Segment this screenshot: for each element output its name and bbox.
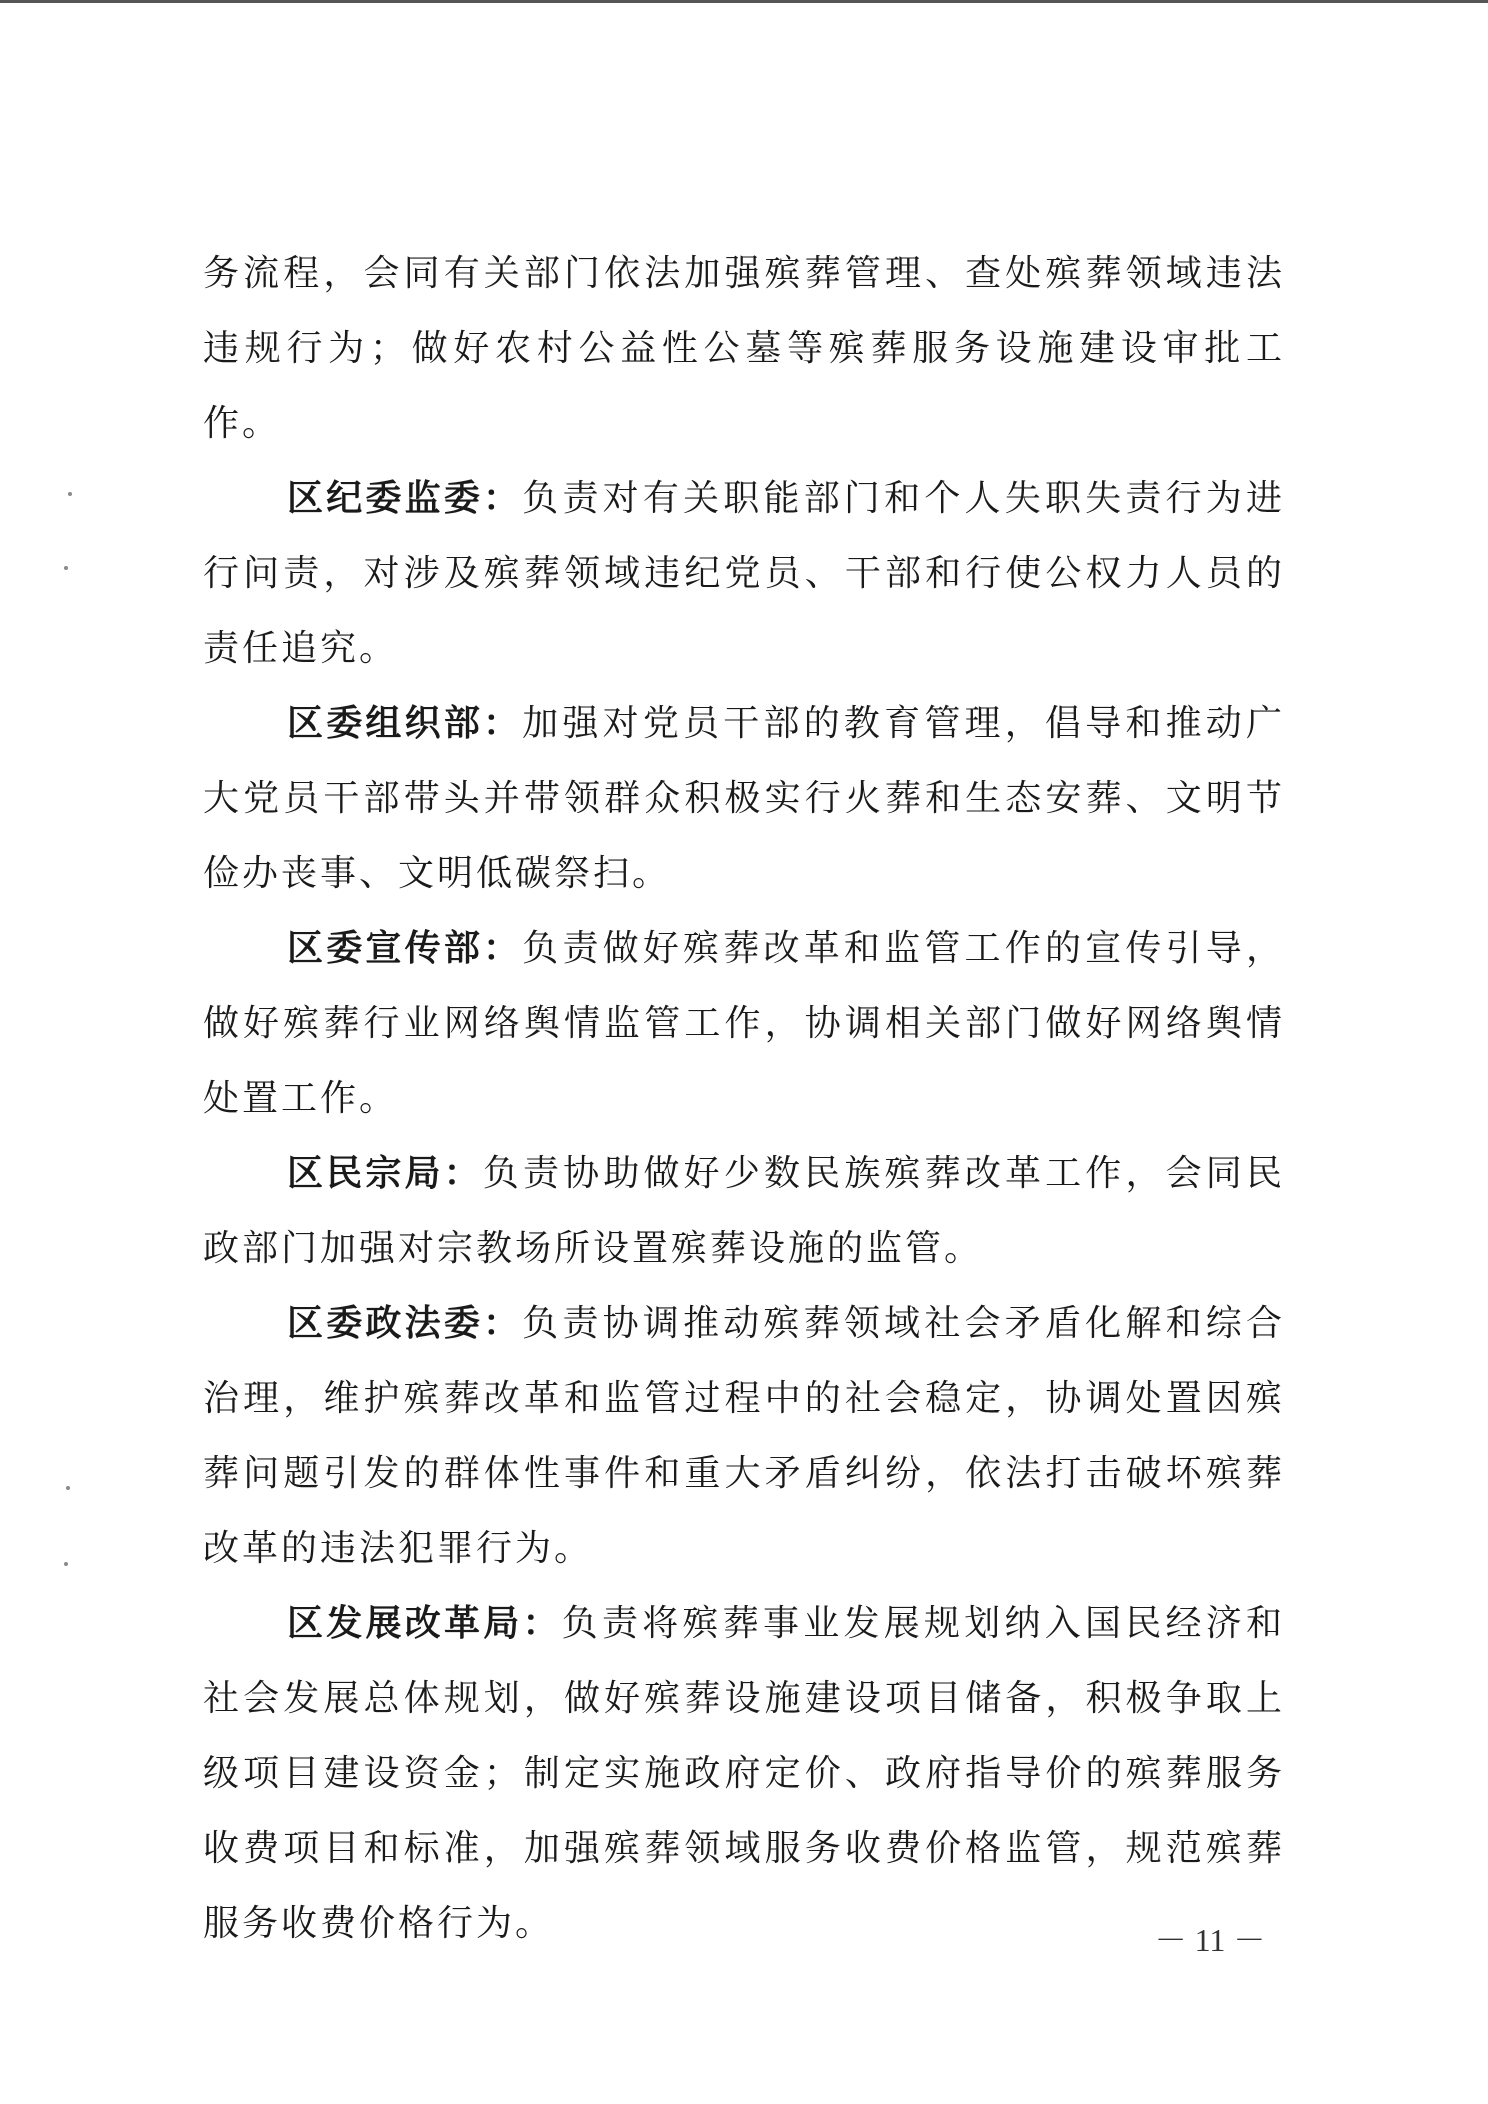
paragraph-publicity-department bbox=[203, 911, 1285, 1136]
paragraph-lead-heading: 区发展改革局： bbox=[287, 1603, 562, 1644]
paragraph-text: 务流程，会同有关部门依法加强殡葬管理、查处殡葬领域违法违规行为；做好农村公益性公墓等殡葬服务设施建设审批工作。 bbox=[203, 253, 1285, 444]
paragraph-lead-heading: 区委宣传部： bbox=[287, 928, 523, 969]
paragraph-lead-heading: 区民宗局： bbox=[287, 1153, 483, 1194]
document-body bbox=[203, 236, 1285, 1961]
paragraph-political-legal-commission bbox=[203, 1286, 1285, 1586]
paragraph-organization-department bbox=[203, 686, 1285, 911]
paragraph-lead-heading: 区委组织部： bbox=[287, 703, 523, 744]
paragraph-development-reform-bureau bbox=[203, 1586, 1285, 1961]
paragraph-text: 负责对有关职能部门和个人失职失责行为进行问责，对涉及殡葬领域违纪党员、干部和行使公权力人员的责任追究。 bbox=[203, 478, 1285, 669]
scan-mark-dot bbox=[68, 492, 72, 496]
scan-mark-dot bbox=[66, 1486, 70, 1490]
paragraph-text: 负责做好殡葬改革和监管工作的宣传引导，做好殡葬行业网络舆情监管工作，协调相关部门做好网络舆情处置工作。 bbox=[203, 928, 1285, 1119]
scan-mark-dot bbox=[64, 566, 68, 570]
paragraph-continuation bbox=[203, 236, 1285, 461]
page-number: － 11 － bbox=[1154, 1922, 1266, 1958]
paragraph-lead-heading: 区纪委监委： bbox=[287, 478, 523, 519]
paragraph-text: 负责协助做好少数民族殡葬改革工作，会同民政部门加强对宗教场所设置殡葬设施的监管。 bbox=[203, 1153, 1285, 1269]
paragraph-text: 加强对党员干部的教育管理，倡导和推动广大党员干部带头并带领群众积极实行火葬和生态安葬、文明节俭办丧事、文明低碳祭扫。 bbox=[203, 703, 1285, 894]
paragraph-ethnic-religious-bureau bbox=[203, 1136, 1285, 1286]
paragraph-district-discipline-commission bbox=[203, 461, 1285, 686]
paragraph-text: 负责协调推动殡葬领域社会矛盾化解和综合治理，维护殡葬改革和监管过程中的社会稳定，协调处置因殡葬问题引发的群体性事件和重大矛盾纠纷，依法打击破坏殡葬改革的违法犯罪行为。 bbox=[203, 1303, 1285, 1569]
paragraph-lead-heading: 区委政法委： bbox=[287, 1303, 523, 1344]
paragraph-text: 负责将殡葬事业发展规划纳入国民经济和社会发展总体规划，做好殡葬设施建设项目储备，积极争取上级项目建设资金；制定实施政府定价、政府指导价的殡葬服务收费项目和标准，加强殡葬领域服务收费价格监管，规范殡葬服务收费价格行为。 bbox=[203, 1603, 1285, 1944]
scan-mark-dot bbox=[64, 1562, 68, 1566]
page-top-edge bbox=[0, 0, 1488, 3]
